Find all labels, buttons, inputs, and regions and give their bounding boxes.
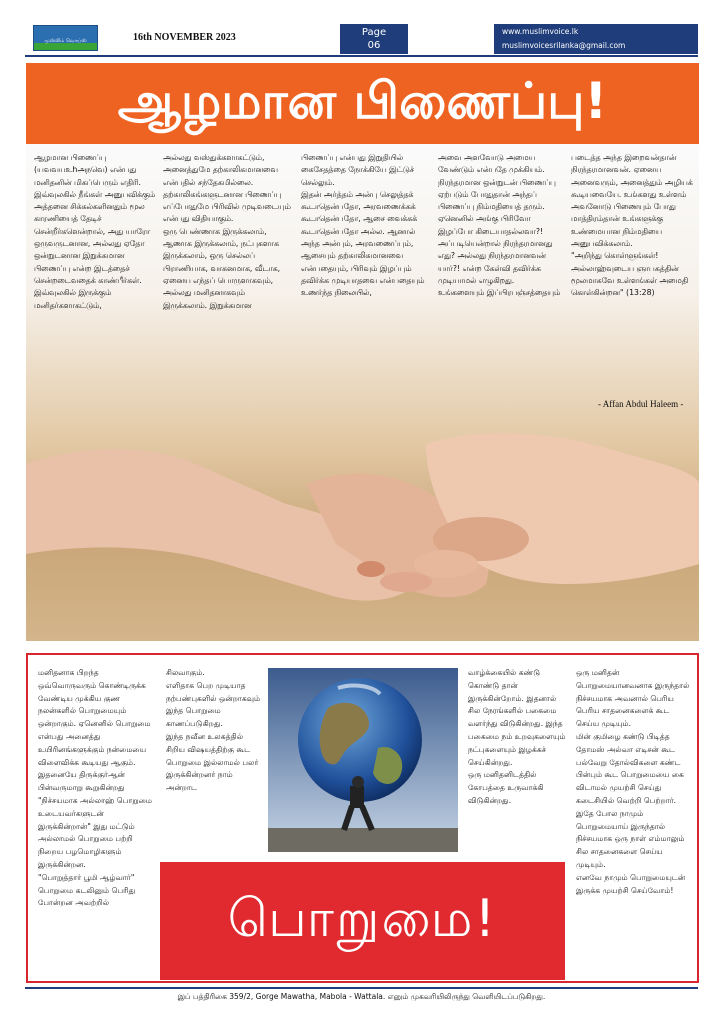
paragraph: மனிதனாக பிறந்த ஒவ்வொருவரும் கொண்டிருக்க வேண்டிய முக்கிய குண நலன்களில் பொறுமையும் ஒன்றாகும். ஏனெனில் பொறுமை என்பது அனைத்து உயிரினங்களுக்கும் நன்மையை விளைவிக்க கூடியது ஆகும். [38,668,151,767]
page-label: Page [361,27,387,38]
paragraph: தற்காலிகங்களுடனான பிணைப்பு எப்போதுமே பிரிவில் முடிவடையும் என்பது விதியாகும். [163,189,291,224]
paragraph: ஒரு மனிதனிடத்தில் கோபத்தை உருவாக்கி விடுகின்றது. [468,770,544,805]
paragraph: மின் குமிழை கண்டு பிடித்த தோமஸ் அல்வா எடிசன் கூட பல்வேறு தோல்விகளை கண்ட பின்பும் கூட பொறுமையை கை விடாமல் முயற்சி செய்து கடைசியில் வெற்றி பெற்றார். [576,731,684,805]
paragraph: ஒரு பெண்ணாக இருக்கலாம், ஆணாக இருக்கலாம், நட்புகளாக இருக்கலாம், ஒரு செல்லப் பிராணியாக, வாகனமாக, வீடாக, ஏனைய எந்தப் பொருளாகவும், அல்லது மனிதனாகவும் இருக்கலாம். இறுக்கமான [163,226,281,310]
man-carrying-globe-image [268,668,458,852]
article2-column-2 [166,667,264,795]
paragraph: சிலவாகும். [166,668,205,677]
issue-date: 16th NOVEMBER 2023 [133,32,236,43]
website-link[interactable]: www.muslimvoice.lk [502,27,579,36]
paragraph: வாழ்க்கையில் கண்டு கொண்டு தான் இருக்கின்றோம். இதனால் சில நேரங்களில் பகைமை வளர்ந்து விடுகின்றது. இந்த பகைமை நம் உறவுகளையும் நட்புகளையும் இழக்கச் செய்கின்றது. [468,668,566,767]
paragraph: எளிதாக பெற முடியாத நற்பண்புகளில் ஒன்றாகவும் இந்த பொறுமை காணப்படுகிறது. [166,680,261,729]
contact-box [494,24,698,54]
logo-text: முஸ்லிம் வொய்ஸ் [44,38,87,44]
paragraph: பிணைப்பு என்பது இறுதியில் கைசேதத்தை நோக்கியே இட்டுச் செல்லும். [301,153,415,187]
paragraph: இதனையே திருக்குர்ஆன் பின்வருமாறு கூறுகின்றது "நிச்சயமாக அல்லாஹ் பொறுமை உடையவர்களுடன் இருக்கின்றான்" இது மட்டும் அல்லாமல் பொறுமை பற்றி நிறைய பழமொழிகளும் இருக்கின்றன. [38,770,152,869]
paragraph: நிரந்தரமான ஒன்றுடன் பிணைப்பு ஏற்படும் போதுதான் அந்தப் பிணைப்பு நிம்மதியைத் தரும். ஏனெனில் அங்கு பிரிவோ இழப்போ கிடையாதல்லவா?! [438,177,556,236]
paragraph: அல்லது வஸ்துக்களாகட்டும், அனைத்துமே தற்காலிகமானவை என்பதில் சந்தேகமில்லை. [163,153,278,187]
paragraph: இவ்வுலகில் இருக்கும் மனிதர்களாகட்டும், [34,288,112,310]
article1-section [26,144,699,641]
article1-column-2 [163,152,291,312]
article2-section [26,653,699,983]
paragraph: அவை அளவோடு அமைய வேண்டும் என்பதே முக்கியம். [438,153,545,175]
header-rule [25,55,698,57]
paragraph: அப்படியென்றால் நிரந்தரமானது எது? அல்லது நிரந்தரமானவன் யார்?! என்ற கேள்வி தவிர்க்க முடியாமல் எழுகிறது. [438,239,553,285]
paragraph: உங்களையும் இப்பிரபஞ்சத்தையும் [438,288,561,298]
article1-title-banner [26,63,699,144]
paragraph: இதே போல நாமும் பொறுமையாய் இருந்தால் நிச்சயமாக ஒரு நாள் எம்மாலும் சில சாதனைகளை செய்ய முடியும். [576,808,685,869]
article2-title: பொறுமை! [227,889,498,949]
paragraph: ஒரு மனிதன் பொறுமையானவனாக இருந்தால் நிச்சயமாக அவனால் பெரிய பெரிய சாதனைகளைக் கூட செய்ய முடியும். [576,668,690,729]
page-number-box [340,24,408,54]
paragraph: "பொறுத்தார் பூமி ஆழ்வார்" பொறுமை கடலினும் பெரிது போன்றன அவற்றில் [38,872,136,908]
article2-column-3 [468,667,568,808]
article1-author: - Affan Abdul Haleem - [598,399,684,409]
paragraph: படைத்த அந்த இறைவன்தான் நிரந்தரமானவன். ஏனைய அனைவரும், அனைத்தும் அழியக் கூடியவையே. உங்களது உள்ளம் அவனோடு பிணையும் போது மாத்திரம்தான் உங்களுக்கு உண்மையான நிம்மதியை அனுபவிக்கலாம். [571,153,693,249]
article1-column-1 [34,152,162,312]
footer-rule [25,987,698,989]
email-link[interactable]: muslimvoicesrilanka@gmail.com [502,41,626,50]
publisher-address: இப் பத்திரிகை 359/2, Gorge Mawatha, Mabola - Wattala. எனும் முகவரியிலிருந்து வெளியிடப்படுகிறது. [177,992,546,1001]
quote: "அறிந்து கொள்ளுங்கள்! அல்லாஹ்வுடைய ஞாபகத்தின் மூலமாகவே உள்ளங்கள் அமைதி கொள்கின்றன" (13:28) [571,251,689,298]
article2-title-banner [160,862,565,980]
article1-title: ஆழமான பிணைப்பு! [117,72,608,130]
page-number: 06 [367,40,381,51]
article2-column-4 [576,667,694,897]
article2-column-1 [38,667,156,910]
masthead-logo [33,25,98,51]
paragraph: ஆழமான பிணைப்பு (யவவயஉhஅநவெ) என்பது மனிதனின் மிகப்பெரும் எதிரி. இவ்வுலகில் நீங்கள் அனுபவிக்கும் அத்தனை சிக்கல்களினதும் மூல காரணியைத் தேடிச் சென்றீர்களென்றால், அது யாரோ ஒருவருடனான, அல்லது ஏதோ ஒன்றுடனான இறுக்கமான பிணைப்பு என்ற இடத்தைச் சென்றடைவதைக் காண்பீர்கள். [34,153,156,285]
article1-column-5 [571,152,699,300]
paragraph: இந்த நவீன உலகத்தில் சிறிய விஷயத்திற்கு கூட பொறுமை இல்லாமல் பலர் இருக்கின்றனர் நாம் அன்றாட [166,731,259,793]
article1-column-3 [301,152,429,300]
article1-column-4 [438,152,566,300]
paragraph: இதன் அர்த்தம் அன்பு செலுத்தக் கூடாதென்பதோ, அரவணைக்கக் கூடாதென்பதோ, ஆசை வைக்கக் கூடாதென்பதோ அல்ல. ஆனால் அந்த அன்பும், அரவணைப்பும், ஆசையும் தற்காலிகமானவை என்பதையும், பிரிவும் இழப்பும் தவிர்க்க முடியாதவை என்பதையும் உணர்ந்த நிலையில், [301,189,425,298]
paragraph: எனவே நாமும் பொறுமையுடன் இருக்க முயற்சி செய்வோம்! [576,872,686,895]
logo-green-bar [34,43,97,50]
